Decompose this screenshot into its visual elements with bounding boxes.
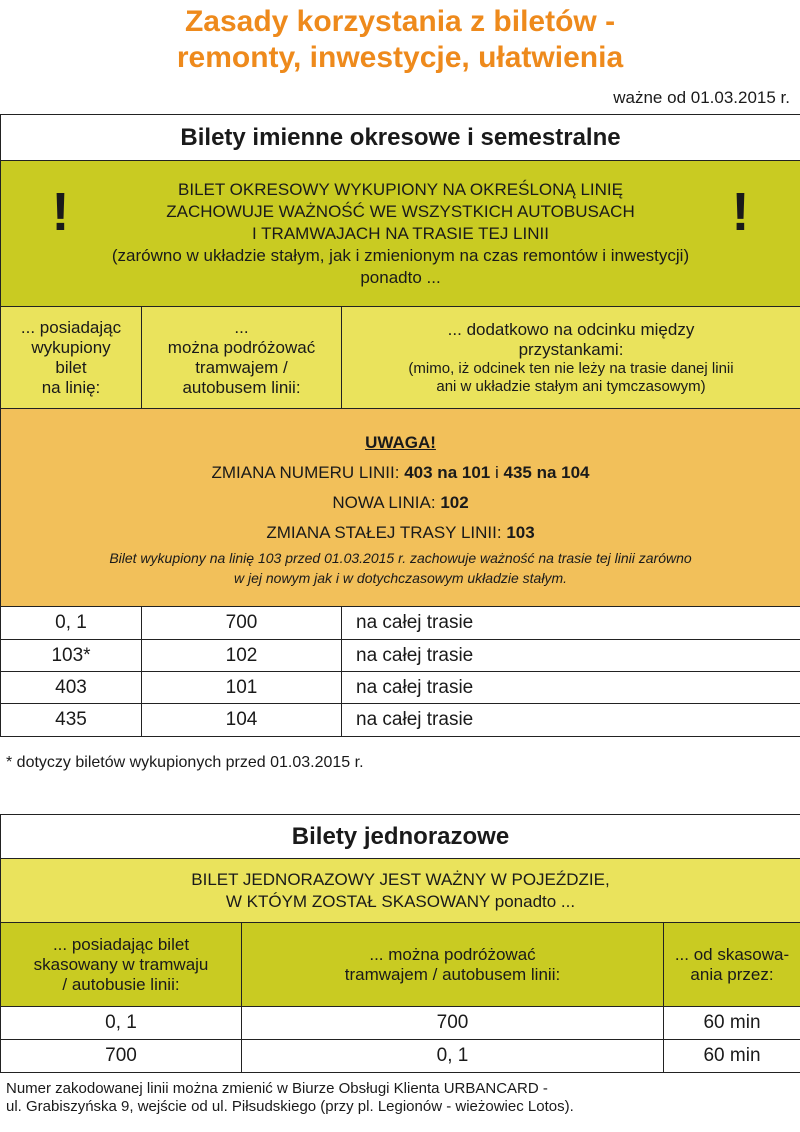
season-col-header-segment: ... dodatkowo na odcinku między przystankami: (mimo, iż odcinek ten nie leży na trasie danej linii ani w układzie stałym ani tymczasowym)	[342, 307, 800, 409]
season-footnote: * dotyczy biletów wykupionych przed 01.03.2015 r.	[6, 754, 364, 771]
exclamation-right-icon: !	[731, 181, 750, 242]
title-line-2: remonty, inwestycje, ułatwienia	[176, 41, 624, 74]
season-notice	[1, 161, 800, 307]
table-row: 0, 1 700 na całej trasie	[1, 607, 800, 640]
page-title	[0, 4, 800, 76]
exclamation-left-icon: !	[51, 181, 70, 242]
notice-line-3: I TRAMWAJACH NA TRASIE TEJ LINII	[252, 223, 549, 243]
table-row: 403 101 na całej trasie	[1, 672, 800, 704]
single-col-header-ticket: ... posiadając bilet skasowany w tramwaju / autobusie linii:	[1, 923, 242, 1007]
footer-note: Numer zakodowanej linii można zmienić w Biurze Obsługi Klienta URBANCARD - ul. Grabiszyńska 9, wejście od ul. Piłsudskiego (przy pl. Legionów - wieżowiec Lotos).	[6, 1080, 574, 1115]
season-col-header-ride: ... można podróżować tramwajem / autobusem linii:	[142, 307, 342, 409]
single-col-header-ride: ... można podróżować tramwajem / autobusem linii:	[242, 923, 664, 1007]
season-tickets-table	[0, 114, 800, 737]
notice-line-1: BILET OKRESOWY WYKUPIONY NA OKREŚLONĄ LINIĘ	[178, 179, 623, 199]
notice-line-5: ponadto ...	[360, 267, 441, 287]
notice-line-4: (zarówno w układzie stałym, jak i zmienionym na czas remontów i inwestycji)	[111, 245, 690, 265]
season-col-header-ticket: ... posiadając wykupiony bilet na linię:	[1, 307, 142, 409]
attention-title: UWAGA!	[365, 432, 436, 452]
attention-note-1: Bilet wykupiony na linię 103 przed 01.03.2015 r. zachowuje ważność na trasie tej linii zarówno	[109, 549, 692, 566]
table-row: 435 104 na całej trasie	[1, 704, 800, 737]
table-row: 700 0, 1 60 min	[1, 1040, 800, 1073]
single-heading: Bilety jednorazowe	[1, 815, 800, 859]
attention-note-2: w jej nowym jak i w dotychczasowym układzie stałym.	[234, 569, 567, 586]
title-line-1: Zasady korzystania z biletów -	[184, 5, 616, 38]
valid-from: ważne od 01.03.2015 r.	[613, 88, 790, 107]
attention-box	[1, 409, 800, 607]
single-notice: BILET JEDNORAZOWY JEST WAŻNY W POJEŹDZIE, W KTÓYM ZOSTAŁ SKASOWANY ponadto ...	[1, 859, 800, 923]
notice-line-2: ZACHOWUJE WAŻNOŚĆ WE WSZYSTKICH AUTOBUSACH	[166, 201, 635, 221]
season-heading: Bilety imienne okresowe i semestralne	[1, 115, 800, 161]
single-tickets-table	[0, 814, 800, 1073]
attention-line-1: ZMIANA NUMERU LINII: 403 na 101 i 435 na 104	[211, 462, 590, 482]
attention-line-2: NOWA LINIA: 102	[332, 492, 469, 512]
single-col-header-time: ... od skasowa- ania przez:	[664, 923, 800, 1007]
table-row: 0, 1 700 60 min	[1, 1007, 800, 1040]
table-row: 103* 102 na całej trasie	[1, 640, 800, 672]
attention-line-3: ZMIANA STAŁEJ TRASY LINII: 103	[266, 522, 535, 542]
